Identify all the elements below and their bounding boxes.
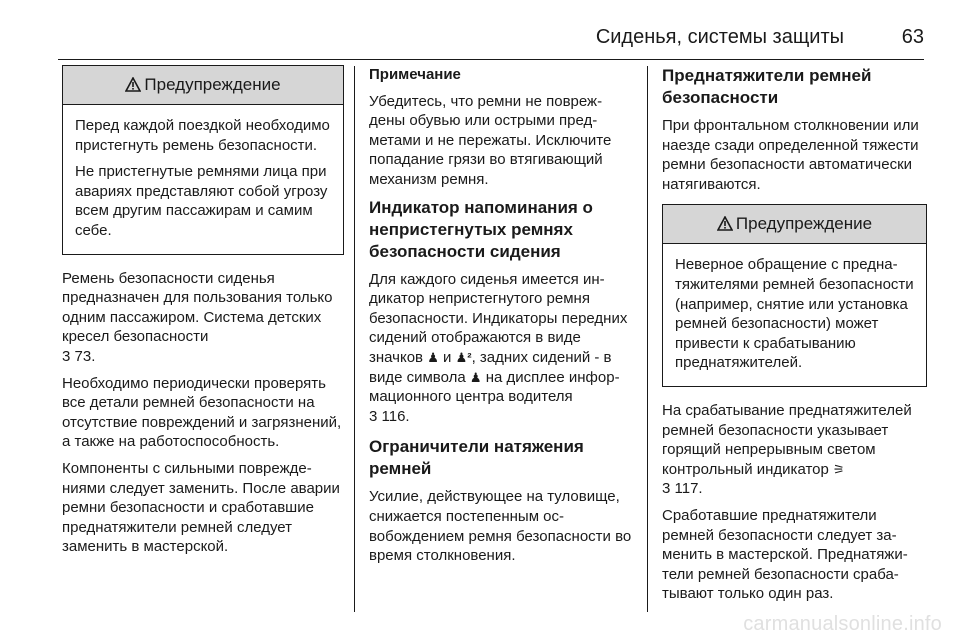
pretensioner-indicator-icon: ⚞ bbox=[833, 461, 845, 477]
paragraph: Усилие, действующее на туловище, снижается постепенным освобождением ремня безопасности во время столкновения. bbox=[369, 488, 632, 565]
seatbelt-reminder-rear-icon: ♟ bbox=[469, 369, 482, 385]
page-reference: 3 117. bbox=[662, 480, 703, 498]
warning-box bbox=[62, 65, 344, 255]
column-3 bbox=[662, 65, 927, 611]
seatbelt-reminder-passenger-icon: ♟² bbox=[455, 349, 472, 365]
warning-paragraph: Перед каждой поездкой необходимо пристегнуть ремень безопасности. bbox=[75, 117, 330, 154]
warning-header bbox=[63, 66, 343, 105]
watermark: carmanualsonline.info bbox=[743, 613, 942, 635]
column-divider-1 bbox=[354, 66, 355, 612]
note-body: Убедитесь, что ремни не повреждены обувью или острыми предметами и не пережаты. Исключите попадание грязи во втягивающий механизм ремня. bbox=[369, 92, 612, 188]
paragraph: Для каждого сиденья имеется индикатор непристегнутого ремня безопасности. Индикаторы передних сидений отображаются в виде значков ♟ и ♟², задних сидений - в виде символа ♟ на дисплее информационного центра водителя 3 116. bbox=[369, 270, 628, 425]
warning-triangle-icon bbox=[125, 68, 141, 106]
column-2 bbox=[369, 65, 632, 573]
warning-paragraph: Неверное обращение с преднатяжителями ремней безопасности (например, снятие или установка ремней безопасности) может привести к срабатыванию преднатяжителей. bbox=[675, 256, 914, 372]
paragraph: Необходимо периодически проверять все детали ремней безопасности на отсутствие повреждений и загрязнений, а также на работоспособность. bbox=[62, 374, 342, 451]
paragraph: Ремень безопасности сиденья предназначен для пользования только одним пассажиром. Система детских кресел безопасности 3 73. bbox=[62, 269, 333, 365]
warning-title: Предупреждение bbox=[735, 214, 873, 234]
warning-paragraph: Не пристегнутые ремнями лица при авариях представляют собой угрозу всем другим пассажирам и самим себе. bbox=[75, 163, 328, 239]
note-title: Примечание bbox=[369, 66, 461, 83]
paragraph: Сработавшие преднатяжители ремней безопасности следует заменить в мастерской. Преднатяжители ремней безопасности срабатывают только один раз. bbox=[662, 506, 908, 603]
paragraph: Компоненты с сильными повреждениями следует заменить. После аварии ремни безопасности и сработавшие преднатяжители ремней следует заменить в мастерской. bbox=[62, 459, 340, 556]
column-1 bbox=[62, 65, 344, 564]
warning-box bbox=[662, 204, 927, 387]
page-title: Сиденья, системы защиты bbox=[595, 26, 844, 48]
section-heading: Индикатор напоминания о непристегнутых ремнях безопасности сидения bbox=[369, 197, 593, 261]
warning-triangle-icon bbox=[717, 207, 733, 245]
warning-body bbox=[663, 244, 926, 386]
warning-header bbox=[663, 205, 926, 244]
warning-title: Предупреждение bbox=[144, 75, 281, 94]
page-reference: 3 73. bbox=[62, 347, 96, 365]
warning-body bbox=[63, 105, 343, 254]
section-heading: Преднатяжители ремней безопасности bbox=[662, 66, 872, 107]
paragraph: На срабатывание преднатяжителей ремней безопасности указывает горящий непрерывным светом контрольный индикатор ⚞ 3 117. bbox=[662, 401, 912, 498]
column-divider-2 bbox=[647, 66, 648, 612]
page-number: 63 bbox=[901, 26, 924, 48]
page-reference: 3 116. bbox=[369, 407, 410, 425]
section-heading: Ограничители натяжения ремней bbox=[369, 437, 584, 479]
seatbelt-reminder-icon: ♟ bbox=[427, 349, 439, 365]
paragraph: При фронтальном столкновении или наезде сзади определенной тяжести ремни безопасности автоматически натягиваются. bbox=[662, 117, 919, 193]
header-rule bbox=[58, 59, 924, 60]
